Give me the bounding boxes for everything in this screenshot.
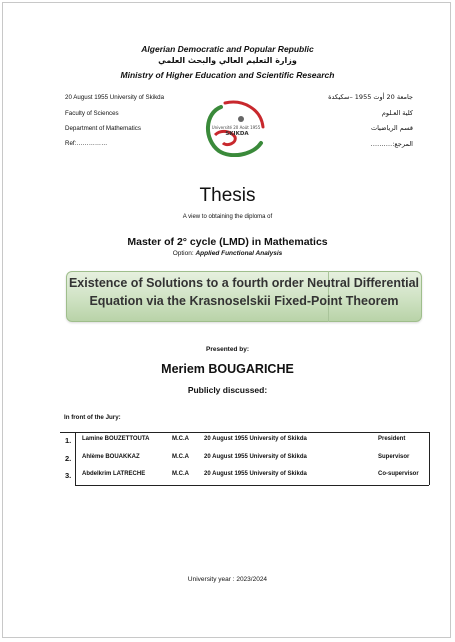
right-university: جامعة 20 أوت 1955 –سكيكدة bbox=[328, 93, 413, 101]
right-faculty: كلية العـلوم bbox=[381, 109, 413, 117]
jury-name: Abdelkrim LATRECHE bbox=[82, 471, 146, 477]
ministry-arabic-heading: وزارة التعليم العالي والبحث العلمي bbox=[158, 56, 297, 65]
university-year: University year : 2023/2024 bbox=[187, 576, 268, 583]
jury-num: 1. bbox=[65, 436, 72, 445]
jury-name: Lamine BOUZETTOUTA bbox=[82, 436, 150, 442]
jury-row bbox=[60, 432, 429, 449]
option-line bbox=[0, 250, 455, 257]
jury-name: Ahlème BOUAKKAZ bbox=[82, 454, 140, 460]
work-title-line1: Existence of Solutions to a fourth order Neutral Differential bbox=[68, 276, 420, 290]
jury-institution: 20 August 1955 University of Skikda bbox=[204, 454, 307, 460]
republic-heading: Algerian Democratic and Popular Republic bbox=[141, 44, 314, 54]
presented-label: Presented by: bbox=[206, 346, 249, 353]
jury-grade: M.C.A bbox=[172, 436, 189, 442]
jury-role: President bbox=[378, 436, 406, 442]
thesis-subtitle: A view to obtaining the diploma of bbox=[182, 214, 273, 220]
jury-row bbox=[60, 467, 429, 484]
logo-dot bbox=[238, 116, 244, 122]
jury-row bbox=[60, 450, 429, 467]
jury-right-border bbox=[429, 432, 430, 485]
option-label: Option: bbox=[172, 250, 196, 257]
right-ref: المرجع:………. bbox=[370, 140, 413, 148]
jury-num: 2. bbox=[65, 454, 72, 463]
left-university: 20 August 1955 University of Skikda bbox=[65, 94, 165, 101]
jury-institution: 20 August 1955 University of Skikda bbox=[204, 436, 307, 442]
jury-bottom-border bbox=[75, 485, 429, 486]
left-faculty: Faculty of Sciences bbox=[65, 110, 119, 117]
logo-text-top: Université 20 Août 1955 bbox=[211, 125, 261, 130]
degree-line: Master of 2° cycle (LMD) in Mathematics bbox=[127, 236, 328, 248]
university-logo bbox=[201, 99, 267, 157]
left-ref: Ref:…………… bbox=[65, 140, 108, 147]
thesis-title: Thesis bbox=[199, 185, 256, 206]
right-department: قسم الرياضيات bbox=[370, 124, 413, 132]
work-title bbox=[66, 274, 422, 310]
publicly-discussed: Publicly discussed: bbox=[187, 385, 268, 395]
jury-grade: M.C.A bbox=[172, 471, 189, 477]
jury-role: Co-supervisor bbox=[378, 471, 419, 477]
logo-red-arc bbox=[225, 102, 263, 127]
logo-text-main: SKIKDA bbox=[225, 131, 249, 137]
left-department: Department of Mathematics bbox=[65, 125, 141, 132]
option-value: Applied Functional Analysis bbox=[195, 250, 283, 257]
work-title-line2: Equation via the Krasnoselskii Fixed-Point Theorem bbox=[89, 294, 399, 308]
jury-institution: 20 August 1955 University of Skikda bbox=[204, 471, 307, 477]
jury-grade: M.C.A bbox=[172, 454, 189, 460]
ministry-heading: Ministry of Higher Education and Scientific Research bbox=[120, 70, 335, 80]
jury-num: 3. bbox=[65, 471, 72, 480]
jury-label: In front of the Jury: bbox=[64, 414, 121, 421]
author-name: Meriem BOUGARICHE bbox=[161, 362, 294, 376]
jury-role: Supervisor bbox=[378, 454, 410, 460]
